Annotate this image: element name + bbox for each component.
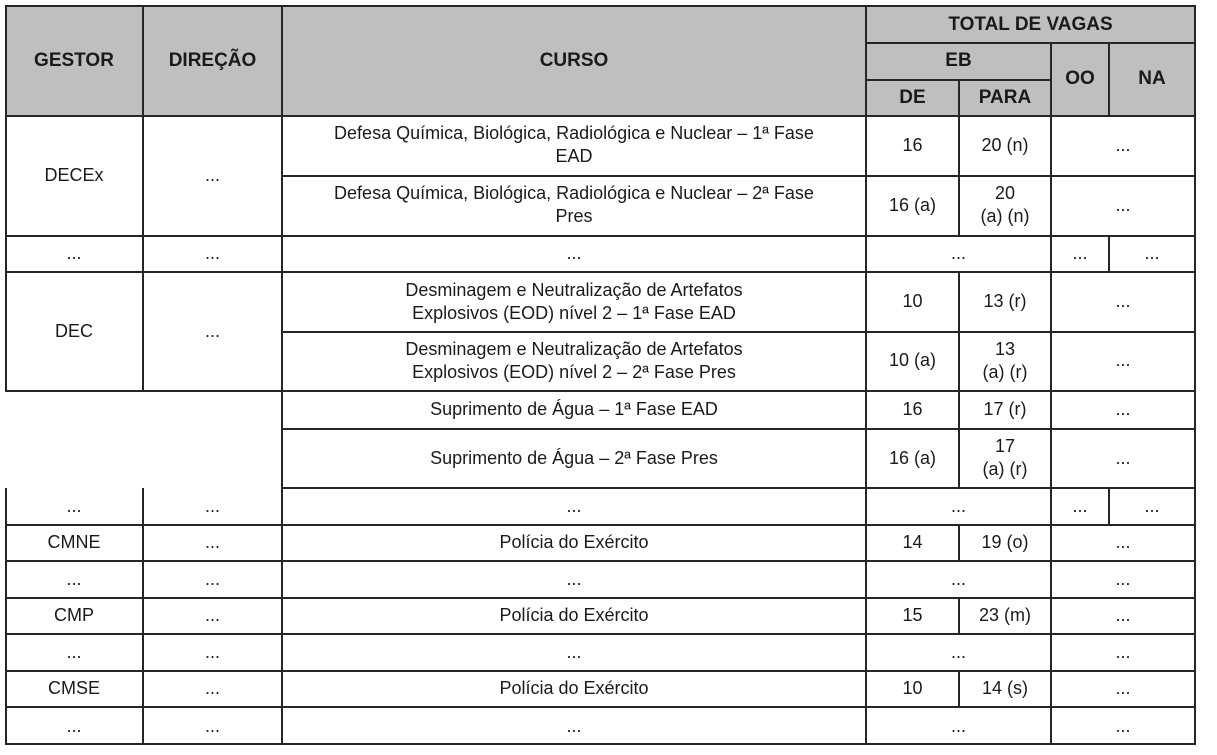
border	[958, 271, 960, 488]
border	[958, 670, 960, 707]
border	[5, 235, 1195, 237]
agua-na-2: ...	[1115, 447, 1131, 468]
dec-curso-2	[282, 331, 866, 390]
border	[5, 560, 1195, 562]
ellipsis2-de-para: ...	[950, 495, 966, 516]
ellipsis4-curso: ...	[566, 641, 582, 662]
ellipsis5-direcao: ...	[204, 715, 220, 736]
cmne-para: 19 (o)	[981, 532, 1029, 552]
cmp-para: 23 (m)	[978, 605, 1031, 625]
ellipsis3-curso: ...	[566, 568, 582, 589]
ellipsis5-curso: ...	[566, 715, 582, 736]
cmse-de: 10	[902, 678, 923, 698]
border	[142, 5, 144, 391]
header-direcao: DIREÇÃO	[143, 6, 282, 115]
ellipsis4-direcao: ...	[204, 641, 220, 662]
decex-curso-1-line2: EAD	[555, 146, 593, 166]
border	[865, 5, 867, 745]
cmp-curso: Polícia do Exército	[499, 605, 649, 625]
dec-de-1: 10	[902, 291, 923, 311]
agua-para-2-line1: 17	[994, 436, 1016, 456]
cmne-curso: Polícia do Exército	[499, 532, 649, 552]
border	[5, 743, 1195, 745]
border	[5, 633, 1195, 635]
border	[5, 488, 7, 745]
border	[1108, 42, 1110, 116]
border	[282, 331, 1195, 333]
ellipsis5-gestor: ...	[66, 715, 82, 736]
dec-na-2: ...	[1115, 350, 1131, 370]
ellipsis4-de-para: ...	[950, 641, 966, 662]
dec-curso-1-line2: Explosivos (EOD) nível 2 – 1ª Fase EAD	[412, 302, 736, 323]
dec-para-2	[959, 331, 1051, 390]
agua-para-2-line2: (a) (r)	[982, 459, 1028, 479]
agua-na-1: ...	[1115, 398, 1131, 419]
border	[281, 5, 283, 745]
dec-para-2-line1: 13	[994, 338, 1016, 359]
border	[282, 487, 1195, 489]
decex-de-2: 16 (a)	[888, 194, 937, 215]
decex-gestor: DECEx	[44, 164, 104, 185]
agua-para-2	[959, 428, 1051, 488]
border	[5, 5, 7, 391]
cmse-gestor: CMSE	[47, 678, 100, 698]
ellipsis5-de-para: ...	[950, 715, 966, 736]
header-total-de-vagas: TOTAL DE VAGAS	[866, 6, 1195, 42]
border	[5, 524, 1195, 526]
border	[5, 597, 1195, 599]
border	[5, 706, 1195, 708]
header-na: NA	[1109, 42, 1195, 115]
header-de: DE	[866, 79, 959, 115]
header-curso: CURSO	[282, 6, 866, 115]
border	[1050, 42, 1052, 745]
border	[958, 524, 960, 561]
decex-de-1: 16	[902, 134, 923, 155]
decex-curso-1	[282, 115, 866, 175]
cmse-para: 14 (s)	[981, 678, 1028, 698]
dec-direcao: ...	[204, 320, 220, 341]
border	[5, 115, 1195, 117]
border	[958, 79, 960, 236]
decex-curso-2	[282, 175, 866, 235]
dec-curso-1-line1: Desminagem e Neutralização de Artefatos	[405, 279, 743, 300]
ellipsis2-direcao: ...	[204, 495, 220, 516]
dec-para-2-line2: (a) (r)	[982, 361, 1028, 382]
ellipsis1-oo: ...	[1072, 243, 1088, 263]
decex-curso-2-line2: Pres	[555, 206, 593, 226]
cmp-gestor: CMP	[54, 605, 94, 625]
border	[5, 390, 1195, 392]
cmne-gestor: CMNE	[47, 532, 101, 552]
header-para: PARA	[959, 79, 1051, 115]
cmne-de: 14	[902, 532, 923, 552]
agua-curso-1: Suprimento de Água – 1ª Fase EAD	[430, 398, 718, 419]
ellipsis3-gestor: ...	[66, 568, 82, 589]
border	[1108, 235, 1110, 272]
ellipsis4-gestor: ...	[66, 641, 82, 662]
dec-de-2: 10 (a)	[888, 350, 937, 370]
header-gestor: GESTOR	[5, 6, 143, 115]
decex-para-2-line1: 20	[994, 183, 1016, 203]
cmse-na: ...	[1115, 678, 1131, 698]
agua-para-1: 17 (r)	[983, 398, 1027, 419]
dec-na-1: ...	[1115, 291, 1131, 311]
decex-na-2: ...	[1115, 194, 1131, 215]
agua-de-2: 16 (a)	[888, 447, 937, 468]
cmne-na: ...	[1115, 532, 1131, 552]
border	[282, 175, 1195, 177]
dec-gestor: DEC	[54, 320, 93, 341]
ellipsis4-na: ...	[1115, 641, 1131, 662]
dec-curso-1	[282, 272, 866, 331]
ellipsis3-direcao: ...	[204, 568, 220, 589]
border	[5, 271, 1195, 273]
border	[1108, 488, 1110, 525]
ellipsis1-de-para: ...	[950, 243, 966, 263]
decex-direcao: ...	[204, 164, 220, 185]
ellipsis2-gestor: ...	[66, 495, 82, 516]
ellipsis2-oo: ...	[1072, 495, 1088, 516]
decex-para-1: 20 (n)	[981, 134, 1029, 155]
cmse-direcao: ...	[204, 678, 220, 698]
cmne-direcao: ...	[204, 532, 220, 552]
dec-curso-2-line1: Desminagem e Neutralização de Artefatos	[405, 338, 743, 359]
dec-curso-2-line2: Explosivos (EOD) nível 2 – 2ª Fase Pres	[412, 361, 736, 382]
decex-curso-1-line1: Defesa Química, Biológica, Radiológica e Nuclear – 1ª Fase	[334, 123, 814, 143]
border	[5, 5, 1195, 7]
agua-de-1: 16	[902, 398, 923, 419]
ellipsis2-na: ...	[1144, 495, 1160, 516]
border	[142, 488, 144, 745]
cmp-de: 15	[902, 605, 923, 625]
decex-oo-na-1: ...	[1115, 134, 1131, 155]
dec-para-1: 13 (r)	[983, 291, 1027, 311]
cmse-curso: Polícia do Exército	[499, 678, 649, 698]
decex-curso-2-line1: Defesa Química, Biológica, Radiológica e Nuclear – 2ª Fase	[334, 183, 814, 203]
decex-para-2-line2: (a) (n)	[980, 206, 1030, 226]
ellipsis1-curso: ...	[566, 243, 582, 263]
border	[1194, 5, 1196, 745]
ellipsis3-na: ...	[1115, 568, 1131, 589]
border	[5, 670, 1195, 672]
border	[958, 597, 960, 634]
header-eb: EB	[866, 42, 1051, 79]
ellipsis1-direcao: ...	[204, 243, 220, 263]
ellipsis1-na: ...	[1144, 243, 1160, 263]
ellipsis5-na: ...	[1115, 715, 1131, 736]
ellipsis2-curso: ...	[566, 495, 582, 516]
agua-curso-2: Suprimento de Água – 2ª Fase Pres	[430, 447, 718, 468]
border	[282, 428, 1195, 430]
cmp-na: ...	[1115, 605, 1131, 625]
ellipsis3-de-para: ...	[950, 568, 966, 589]
decex-para-2	[959, 175, 1051, 235]
header-oo: OO	[1051, 42, 1109, 115]
ellipsis1-gestor: ...	[66, 243, 82, 263]
border	[866, 42, 1195, 44]
cmp-direcao: ...	[204, 605, 220, 625]
